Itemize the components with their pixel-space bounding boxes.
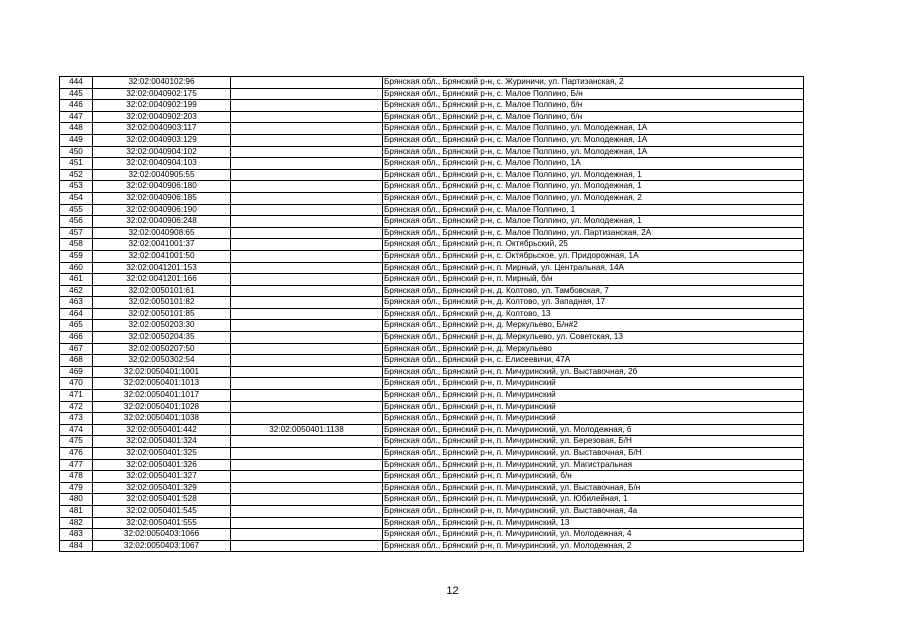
- cadastral-number-cell: 32:02:0050101:61: [93, 285, 231, 297]
- linked-cadastral-number-cell: [231, 494, 383, 506]
- address-cell: Брянская обл., Брянский р-н, п. Мичуринский, ул. Магистральная: [383, 459, 804, 471]
- linked-cadastral-number-cell: [231, 216, 383, 228]
- row-number-cell: 463: [60, 297, 93, 309]
- linked-cadastral-number-cell: [231, 505, 383, 517]
- linked-cadastral-number-cell: [231, 308, 383, 320]
- table-row: [60, 216, 804, 228]
- table-row: [60, 355, 804, 367]
- row-number-cell: 445: [60, 88, 93, 100]
- row-number-cell: 471: [60, 390, 93, 402]
- linked-cadastral-number-cell: [231, 390, 383, 402]
- address-cell: Брянская обл., Брянский р-н, п. Мичуринский, ул. Молодежная, 2: [383, 540, 804, 552]
- address-cell: Брянская обл., Брянский р-н, с. Журиничи, ул. Партизанская, 2: [383, 77, 804, 89]
- page-number: 12: [446, 585, 459, 597]
- row-number-cell: 454: [60, 192, 93, 204]
- linked-cadastral-number-cell: [231, 192, 383, 204]
- cadastral-number-cell: 32:02:0050204:35: [93, 332, 231, 344]
- table-row: [60, 517, 804, 529]
- row-number-cell: 453: [60, 181, 93, 193]
- registry-table-body: [60, 77, 804, 552]
- cadastral-number-cell: 32:02:0050203:30: [93, 320, 231, 332]
- cadastral-number-cell: 32:02:0050101:85: [93, 308, 231, 320]
- registry-table: [59, 76, 804, 552]
- address-cell: Брянская обл., Брянский р-н, с. Елисеевичи, 47А: [383, 355, 804, 367]
- cadastral-number-cell: 32:02:0040906:180: [93, 181, 231, 193]
- linked-cadastral-number-cell: [231, 100, 383, 112]
- row-number-cell: 481: [60, 505, 93, 517]
- address-cell: Брянская обл., Брянский р-н, д. Колтово, 13: [383, 308, 804, 320]
- linked-cadastral-number-cell: [231, 111, 383, 123]
- cadastral-number-cell: 32:02:0050401:1017: [93, 390, 231, 402]
- row-number-cell: 480: [60, 494, 93, 506]
- cadastral-number-cell: 32:02:0050401:545: [93, 505, 231, 517]
- address-cell: Брянская обл., Брянский р-н, д. Колтово, ул. Западная, 17: [383, 297, 804, 309]
- address-cell: Брянская обл., Брянский р-н, с. Малое Полпино, ул. Партизанская, 2А: [383, 227, 804, 239]
- address-cell: Брянская обл., Брянский р-н, с. Малое Полпино, 1: [383, 204, 804, 216]
- address-cell: Брянская обл., Брянский р-н, п. Мичуринский, ул. Выставочная, Б/н: [383, 482, 804, 494]
- row-number-cell: 470: [60, 378, 93, 390]
- address-cell: Брянская обл., Брянский р-н, п. Мичуринский: [383, 378, 804, 390]
- row-number-cell: 483: [60, 529, 93, 541]
- row-number-cell: 466: [60, 332, 93, 344]
- cadastral-number-cell: 32:02:0050403:1066: [93, 529, 231, 541]
- address-cell: Брянская обл., Брянский р-н, п. Мичуринский, ул. Молодежная, 6: [383, 424, 804, 436]
- table-row: [60, 123, 804, 135]
- table-row: [60, 413, 804, 425]
- cadastral-number-cell: 32:02:0050401:555: [93, 517, 231, 529]
- table-row: [60, 88, 804, 100]
- cadastral-number-cell: 32:02:0041201:166: [93, 274, 231, 286]
- row-number-cell: 479: [60, 482, 93, 494]
- row-number-cell: 459: [60, 250, 93, 262]
- cadastral-number-cell: 32:02:0050401:329: [93, 482, 231, 494]
- table-row: [60, 227, 804, 239]
- table-row: [60, 378, 804, 390]
- address-cell: Брянская обл., Брянский р-н, с. Малое Полпино, ул. Молодежная, 1: [383, 181, 804, 193]
- cadastral-number-cell: 32:02:0050101:82: [93, 297, 231, 309]
- address-cell: Брянская обл., Брянский р-н, д. Колтово, ул. Тамбовская, 7: [383, 285, 804, 297]
- table-row: [60, 204, 804, 216]
- address-cell: Брянская обл., Брянский р-н, с. Малое Полпино, б/н: [383, 100, 804, 112]
- linked-cadastral-number-cell: [231, 540, 383, 552]
- table-row: [60, 436, 804, 448]
- table-row: [60, 274, 804, 286]
- cadastral-number-cell: 32:02:0040102:96: [93, 77, 231, 89]
- linked-cadastral-number-cell: [231, 285, 383, 297]
- row-number-cell: 475: [60, 436, 93, 448]
- linked-cadastral-number-cell: [231, 332, 383, 344]
- table-row: [60, 77, 804, 89]
- linked-cadastral-number-cell: [231, 378, 383, 390]
- row-number-cell: 450: [60, 146, 93, 158]
- cadastral-number-cell: 32:02:0040906:190: [93, 204, 231, 216]
- address-cell: Брянская обл., Брянский р-н, п. Мичуринский, ул. Юбилейная, 1: [383, 494, 804, 506]
- linked-cadastral-number-cell: [231, 77, 383, 89]
- linked-cadastral-number-cell: [231, 123, 383, 135]
- table-row: [60, 505, 804, 517]
- address-cell: Брянская обл., Брянский р-н, п. Мичуринский: [383, 413, 804, 425]
- cadastral-number-cell: 32:02:0040902:203: [93, 111, 231, 123]
- table-row: [60, 448, 804, 460]
- address-cell: Брянская обл., Брянский р-н, с. Малое Полпино, ул. Молодежная, 2: [383, 192, 804, 204]
- linked-cadastral-number-cell: [231, 343, 383, 355]
- linked-cadastral-number-cell: [231, 134, 383, 146]
- address-cell: Брянская обл., Брянский р-н, п. Мичуринский, 13: [383, 517, 804, 529]
- address-cell: Брянская обл., Брянский р-н, с. Малое Полпино, ул. Молодежная, 1: [383, 169, 804, 181]
- table-row: [60, 471, 804, 483]
- address-cell: Брянская обл., Брянский р-н, с. Малое Полпино, ул. Молодежная, 1А: [383, 146, 804, 158]
- cadastral-number-cell: 32:02:0040904:103: [93, 158, 231, 170]
- row-number-cell: 458: [60, 239, 93, 251]
- row-number-cell: 464: [60, 308, 93, 320]
- linked-cadastral-number-cell: [231, 355, 383, 367]
- cadastral-number-cell: 32:02:0040902:175: [93, 88, 231, 100]
- cadastral-number-cell: 32:02:0050207:50: [93, 343, 231, 355]
- linked-cadastral-number-cell: [231, 158, 383, 170]
- table-row: [60, 390, 804, 402]
- address-cell: Брянская обл., Брянский р-н, с. Малое Полпино, ул. Молодежная, 1А: [383, 123, 804, 135]
- table-row: [60, 424, 804, 436]
- cadastral-number-cell: 32:02:0050302:54: [93, 355, 231, 367]
- linked-cadastral-number-cell: [231, 181, 383, 193]
- address-cell: Брянская обл., Брянский р-н, с. Малое Полпино, б/н: [383, 111, 804, 123]
- row-number-cell: 444: [60, 77, 93, 89]
- address-cell: Брянская обл., Брянский р-н, п. Мичуринский, б/н: [383, 471, 804, 483]
- table-row: [60, 459, 804, 471]
- cadastral-number-cell: 32:02:0040906:248: [93, 216, 231, 228]
- table-row: [60, 181, 804, 193]
- address-cell: Брянская обл., Брянский р-н, п. Мичуринский: [383, 390, 804, 402]
- address-cell: Брянская обл., Брянский р-н, с. Малое Полпино, ул. Молодежная, 1: [383, 216, 804, 228]
- table-row: [60, 540, 804, 552]
- row-number-cell: 461: [60, 274, 93, 286]
- linked-cadastral-number-cell: [231, 517, 383, 529]
- address-cell: Брянская обл., Брянский р-н, с. Малое Полпино, 1А: [383, 158, 804, 170]
- row-number-cell: 451: [60, 158, 93, 170]
- linked-cadastral-number-cell: [231, 320, 383, 332]
- cadastral-number-cell: 32:02:0040902:199: [93, 100, 231, 112]
- address-cell: Брянская обл., Брянский р-н, с. Малое Полпино, Б/н: [383, 88, 804, 100]
- cadastral-number-cell: 32:02:0041201:153: [93, 262, 231, 274]
- cadastral-number-cell: 32:02:0050401:1001: [93, 366, 231, 378]
- table-row: [60, 366, 804, 378]
- table-row: [60, 111, 804, 123]
- cadastral-number-cell: 32:02:0040904:102: [93, 146, 231, 158]
- linked-cadastral-number-cell: [231, 250, 383, 262]
- linked-cadastral-number-cell: [231, 471, 383, 483]
- row-number-cell: 455: [60, 204, 93, 216]
- address-cell: Брянская обл., Брянский р-н, с. Октябрьское, ул. Придорожная, 1А: [383, 250, 804, 262]
- linked-cadastral-number-cell: [231, 88, 383, 100]
- table-row: [60, 158, 804, 170]
- row-number-cell: 452: [60, 169, 93, 181]
- cadastral-number-cell: 32:02:0040905:55: [93, 169, 231, 181]
- cadastral-number-cell: 32:02:0050401:325: [93, 448, 231, 460]
- linked-cadastral-number-cell: [231, 401, 383, 413]
- address-cell: Брянская обл., Брянский р-н, д. Меркульево: [383, 343, 804, 355]
- row-number-cell: 484: [60, 540, 93, 552]
- table-row: [60, 308, 804, 320]
- address-cell: Брянская обл., Брянский р-н, п. Мичуринский: [383, 401, 804, 413]
- cadastral-number-cell: 32:02:0050401:327: [93, 471, 231, 483]
- row-number-cell: 482: [60, 517, 93, 529]
- row-number-cell: 448: [60, 123, 93, 135]
- row-number-cell: 456: [60, 216, 93, 228]
- cadastral-number-cell: 32:02:0041001:50: [93, 250, 231, 262]
- row-number-cell: 447: [60, 111, 93, 123]
- linked-cadastral-number-cell: [231, 146, 383, 158]
- address-cell: Брянская обл., Брянский р-н, п. Мирный, ул. Центральная, 14А: [383, 262, 804, 274]
- cadastral-number-cell: 32:02:0050401:324: [93, 436, 231, 448]
- row-number-cell: 474: [60, 424, 93, 436]
- linked-cadastral-number-cell: 32:02:0050401:1138: [231, 424, 383, 436]
- linked-cadastral-number-cell: [231, 262, 383, 274]
- cadastral-number-cell: 32:02:0040908:65: [93, 227, 231, 239]
- table-row: [60, 285, 804, 297]
- address-cell: Брянская обл., Брянский р-н, п. Мичуринский, ул. Молодежная, 4: [383, 529, 804, 541]
- linked-cadastral-number-cell: [231, 297, 383, 309]
- cadastral-number-cell: 32:02:0050401:326: [93, 459, 231, 471]
- cadastral-number-cell: 32:02:0040906:185: [93, 192, 231, 204]
- table-row: [60, 146, 804, 158]
- linked-cadastral-number-cell: [231, 274, 383, 286]
- table-row: [60, 100, 804, 112]
- row-number-cell: 446: [60, 100, 93, 112]
- linked-cadastral-number-cell: [231, 459, 383, 471]
- table-row: [60, 169, 804, 181]
- table-row: [60, 134, 804, 146]
- row-number-cell: 473: [60, 413, 93, 425]
- linked-cadastral-number-cell: [231, 239, 383, 251]
- address-cell: Брянская обл., Брянский р-н, д. Меркульево, ул. Советская, 13: [383, 332, 804, 344]
- row-number-cell: 465: [60, 320, 93, 332]
- linked-cadastral-number-cell: [231, 366, 383, 378]
- row-number-cell: 478: [60, 471, 93, 483]
- address-cell: Брянская обл., Брянский р-н, п. Мирный, б/н: [383, 274, 804, 286]
- row-number-cell: 476: [60, 448, 93, 460]
- cadastral-number-cell: 32:02:0041001:37: [93, 239, 231, 251]
- linked-cadastral-number-cell: [231, 413, 383, 425]
- table-row: [60, 192, 804, 204]
- row-number-cell: 467: [60, 343, 93, 355]
- cadastral-number-cell: 32:02:0040903:117: [93, 123, 231, 135]
- table-row: [60, 239, 804, 251]
- linked-cadastral-number-cell: [231, 204, 383, 216]
- row-number-cell: 472: [60, 401, 93, 413]
- address-cell: Брянская обл., Брянский р-н, п. Мичуринский, ул. Березовая, Б/Н: [383, 436, 804, 448]
- table-row: [60, 262, 804, 274]
- table-row: [60, 320, 804, 332]
- cadastral-number-cell: 32:02:0050401:1013: [93, 378, 231, 390]
- table-row: [60, 494, 804, 506]
- table-row: [60, 343, 804, 355]
- linked-cadastral-number-cell: [231, 227, 383, 239]
- address-cell: Брянская обл., Брянский р-н, с. Малое Полпино, ул. Молодежная, 1А: [383, 134, 804, 146]
- linked-cadastral-number-cell: [231, 436, 383, 448]
- table-row: [60, 529, 804, 541]
- address-cell: Брянская обл., Брянский р-н, п. Мичуринский, ул. Выставочная, 2б: [383, 366, 804, 378]
- row-number-cell: 469: [60, 366, 93, 378]
- address-cell: Брянская обл., Брянский р-н, п. Мичуринский, ул. Выставочная, Б/Н: [383, 448, 804, 460]
- row-number-cell: 457: [60, 227, 93, 239]
- table-row: [60, 482, 804, 494]
- linked-cadastral-number-cell: [231, 169, 383, 181]
- linked-cadastral-number-cell: [231, 448, 383, 460]
- address-cell: Брянская обл., Брянский р-н, п. Октябрьский, 25: [383, 239, 804, 251]
- table-row: [60, 297, 804, 309]
- row-number-cell: 460: [60, 262, 93, 274]
- cadastral-number-cell: 32:02:0050401:1038: [93, 413, 231, 425]
- cadastral-number-cell: 32:02:0050401:442: [93, 424, 231, 436]
- table-row: [60, 250, 804, 262]
- cadastral-number-cell: 32:02:0050403:1067: [93, 540, 231, 552]
- table-row: [60, 332, 804, 344]
- table-row: [60, 401, 804, 413]
- row-number-cell: 477: [60, 459, 93, 471]
- row-number-cell: 462: [60, 285, 93, 297]
- cadastral-number-cell: 32:02:0050401:528: [93, 494, 231, 506]
- cadastral-number-cell: 32:02:0040903:129: [93, 134, 231, 146]
- address-cell: Брянская обл., Брянский р-н, п. Мичуринский, ул. Выставочная, 4а: [383, 505, 804, 517]
- address-cell: Брянская обл., Брянский р-н, д. Меркульево, Б/н#2: [383, 320, 804, 332]
- row-number-cell: 449: [60, 134, 93, 146]
- cadastral-number-cell: 32:02:0050401:1028: [93, 401, 231, 413]
- linked-cadastral-number-cell: [231, 482, 383, 494]
- row-number-cell: 468: [60, 355, 93, 367]
- linked-cadastral-number-cell: [231, 529, 383, 541]
